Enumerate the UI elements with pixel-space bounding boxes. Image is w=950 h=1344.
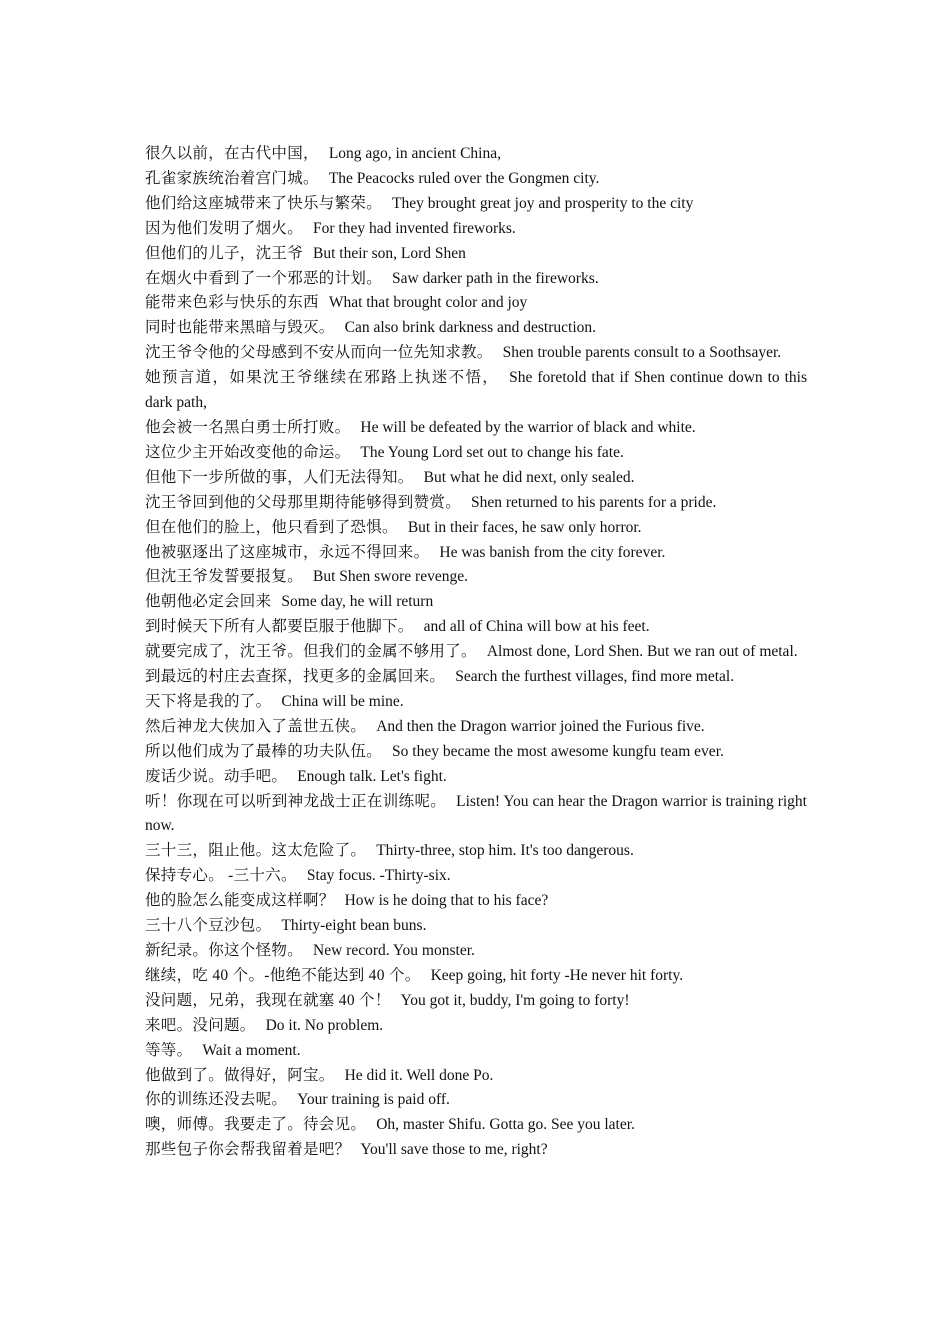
transcript-line [145, 839, 807, 864]
english-text: Shen trouble parents consult to a Soothsayer. [502, 344, 782, 362]
chinese-text: 到时候天下所有人都要臣服于他脚下。 [145, 618, 414, 636]
transcript-line [145, 790, 807, 840]
transcript-line [145, 964, 807, 989]
english-text: New record. You monster. [313, 942, 475, 959]
transcript-line [145, 1138, 807, 1163]
chinese-text: 新纪录。你这个怪物。 [145, 942, 304, 959]
chinese-text: 三十三，阻止他。这太危险了。 [145, 842, 367, 860]
english-text: Shen returned to his parents for a pride. [471, 493, 717, 511]
transcript-line [145, 541, 807, 566]
chinese-text: 但在他们的脸上，他只看到了恐惧。 [145, 518, 398, 536]
chinese-text: 在烟火中看到了一个邪恶的计划。 [145, 269, 383, 287]
chinese-text: 这位少主开始改变他的命运。 [145, 443, 351, 461]
document-body [145, 142, 807, 1163]
chinese-text: 他的脸怎么能变成这样啊？ [145, 892, 335, 910]
transcript-line [145, 989, 807, 1014]
transcript-line [145, 1039, 807, 1064]
chinese-text: 保持专心。 -三十六。 [145, 867, 297, 885]
english-text: She foretold that if Shen continue down to this dark path, [145, 369, 807, 412]
english-text: He was banish from the city forever. [439, 543, 666, 561]
chinese-text: 就要完成了，沈王爷。但我们的金属不够用了。 [145, 643, 477, 661]
chinese-text: 她预言道，如果沈王爷继续在邪路上执迷不悟， [145, 369, 500, 387]
transcript-line [145, 914, 807, 939]
transcript-line [145, 366, 807, 416]
chinese-text: 因为他们发明了烟火。 [145, 219, 304, 237]
english-text: Thirty-eight bean buns. [281, 917, 427, 935]
transcript-line [145, 491, 807, 516]
transcript-line [145, 690, 807, 715]
transcript-line [145, 217, 807, 242]
chinese-text: 孔雀家族统治着宫门城。 [145, 169, 319, 187]
transcript-line [145, 167, 807, 192]
transcript-line [145, 316, 807, 341]
english-text: How is he doing that to his face? [344, 892, 549, 910]
english-text: and all of China will bow at his feet. [423, 618, 650, 636]
chinese-text: 他做到了。做得好，阿宝。 [145, 1066, 335, 1084]
transcript-line [145, 889, 807, 914]
english-text: Listen! You can hear the Dragon warrior is training right now. [145, 792, 807, 835]
chinese-text: 沈王爷回到他的父母那里期待能够得到赞赏。 [145, 493, 462, 511]
english-text: But what he did next, only sealed. [423, 468, 635, 486]
transcript-line [145, 516, 807, 541]
english-text: Almost done, Lord Shen. But we ran out of metal. [486, 643, 798, 661]
chinese-text: 但他下一步所做的事，人们无法得知。 [145, 468, 414, 486]
english-text: But in their faces, he saw only horror. [407, 518, 642, 536]
transcript-line [145, 341, 807, 366]
chinese-text: 你的训练还没去呢。 [145, 1091, 288, 1109]
chinese-text: 噢，师傅。我要走了。待会见。 [145, 1116, 367, 1134]
transcript-line [145, 291, 807, 316]
chinese-text: 同时也能带来黑暗与毁灭。 [145, 319, 335, 337]
english-text: Saw darker path in the fireworks. [392, 269, 599, 287]
transcript-line [145, 1064, 807, 1089]
transcript-line [145, 715, 807, 740]
english-text: Search the furthest villages, find more metal. [455, 668, 735, 686]
english-text: So they became the most awesome kungfu team ever. [392, 742, 724, 760]
english-text: Thirty-three, stop him. It's too dangerous. [376, 842, 634, 860]
chinese-text: 他被驱逐出了这座城市，永远不得回来。 [145, 543, 430, 561]
chinese-text: 但他们的儿子，沈王爷 [145, 244, 304, 262]
transcript-line [145, 441, 807, 466]
chinese-text: 废话少说。动手吧。 [145, 767, 288, 785]
english-text: Oh, master Shifu. Gotta go. See you later. [376, 1116, 635, 1134]
english-text: And then the Dragon warrior joined the Furious five. [376, 717, 705, 735]
transcript-line [145, 466, 807, 491]
chinese-text: 他们给这座城带来了快乐与繁荣。 [145, 194, 383, 212]
english-text: He will be defeated by the warrior of black and white. [360, 418, 696, 436]
english-text: They brought great joy and prosperity to the city [392, 194, 694, 212]
english-text: Wait a moment. [202, 1041, 301, 1059]
chinese-text: 没问题，兄弟，我现在就塞 40 个！ [145, 991, 391, 1009]
chinese-text: 沈王爷令他的父母感到不安从而向一位先知求教。 [145, 344, 493, 362]
transcript-line [145, 242, 807, 267]
english-text: Some day, he will return [281, 593, 434, 611]
chinese-text: 他会被一名黑白勇士所打败。 [145, 418, 351, 436]
chinese-text: 到最远的村庄去查探，找更多的金属回来。 [145, 668, 446, 686]
chinese-text: 所以他们成为了最棒的功夫队伍。 [145, 742, 383, 760]
chinese-text: 能带来色彩与快乐的东西 [145, 294, 319, 312]
chinese-text: 然后神龙大侠加入了盖世五侠。 [145, 717, 367, 735]
english-text: What that brought color and joy [328, 294, 528, 312]
chinese-text: 很久以前，在古代中国， [145, 145, 319, 162]
chinese-text: 等等。 [145, 1041, 193, 1059]
transcript-line [145, 565, 807, 590]
english-text: The Peacocks ruled over the Gongmen city. [328, 169, 600, 187]
transcript-line [145, 1113, 807, 1138]
english-text: Enough talk. Let's fight. [297, 767, 447, 785]
transcript-line [145, 665, 807, 690]
transcript-line [145, 267, 807, 292]
transcript-line [145, 740, 807, 765]
transcript-line [145, 142, 807, 167]
english-text: China will be mine. [281, 692, 404, 710]
transcript-line [145, 192, 807, 217]
chinese-text: 三十八个豆沙包。 [145, 917, 272, 935]
chinese-text: 继续，吃 40 个。-他绝不能达到 40 个。 [145, 966, 421, 984]
transcript-line [145, 416, 807, 441]
english-text: Do it. No problem. [265, 1016, 384, 1034]
transcript-line [145, 640, 807, 665]
transcript-line [145, 1014, 807, 1039]
transcript-line [145, 590, 807, 615]
transcript-line [145, 615, 807, 640]
english-text: But Shen swore revenge. [313, 568, 468, 586]
transcript-line [145, 939, 807, 964]
english-text: Long ago, in ancient China, [328, 145, 501, 162]
english-text: He did it. Well done Po. [344, 1066, 494, 1084]
english-text: Your training is paid off. [297, 1091, 450, 1109]
english-text: The Young Lord set out to change his fate. [360, 443, 624, 461]
english-text: You'll save those to me, right? [360, 1141, 548, 1159]
english-text: Keep going, hit forty -He never hit forty. [430, 966, 684, 984]
english-text: You got it, buddy, I'm going to forty! [400, 991, 630, 1009]
english-text: For they had invented fireworks. [313, 219, 516, 237]
chinese-text: 天下将是我的了。 [145, 692, 272, 710]
chinese-text: 那些包子你会帮我留着是吧？ [145, 1141, 351, 1159]
english-text: Stay focus. -Thirty-six. [306, 867, 451, 885]
transcript-line [145, 765, 807, 790]
english-text: But their son, Lord Shen [313, 244, 466, 262]
chinese-text: 听！你现在可以听到神龙战士正在训练呢。 [145, 792, 447, 810]
chinese-text: 但沈王爷发誓要报复。 [145, 568, 304, 586]
english-text: Can also brink darkness and destruction. [344, 319, 596, 337]
transcript-line [145, 864, 807, 889]
chinese-text: 他朝他必定会回来 [145, 593, 272, 611]
chinese-text: 来吧。没问题。 [145, 1016, 256, 1034]
transcript-line [145, 1088, 807, 1113]
